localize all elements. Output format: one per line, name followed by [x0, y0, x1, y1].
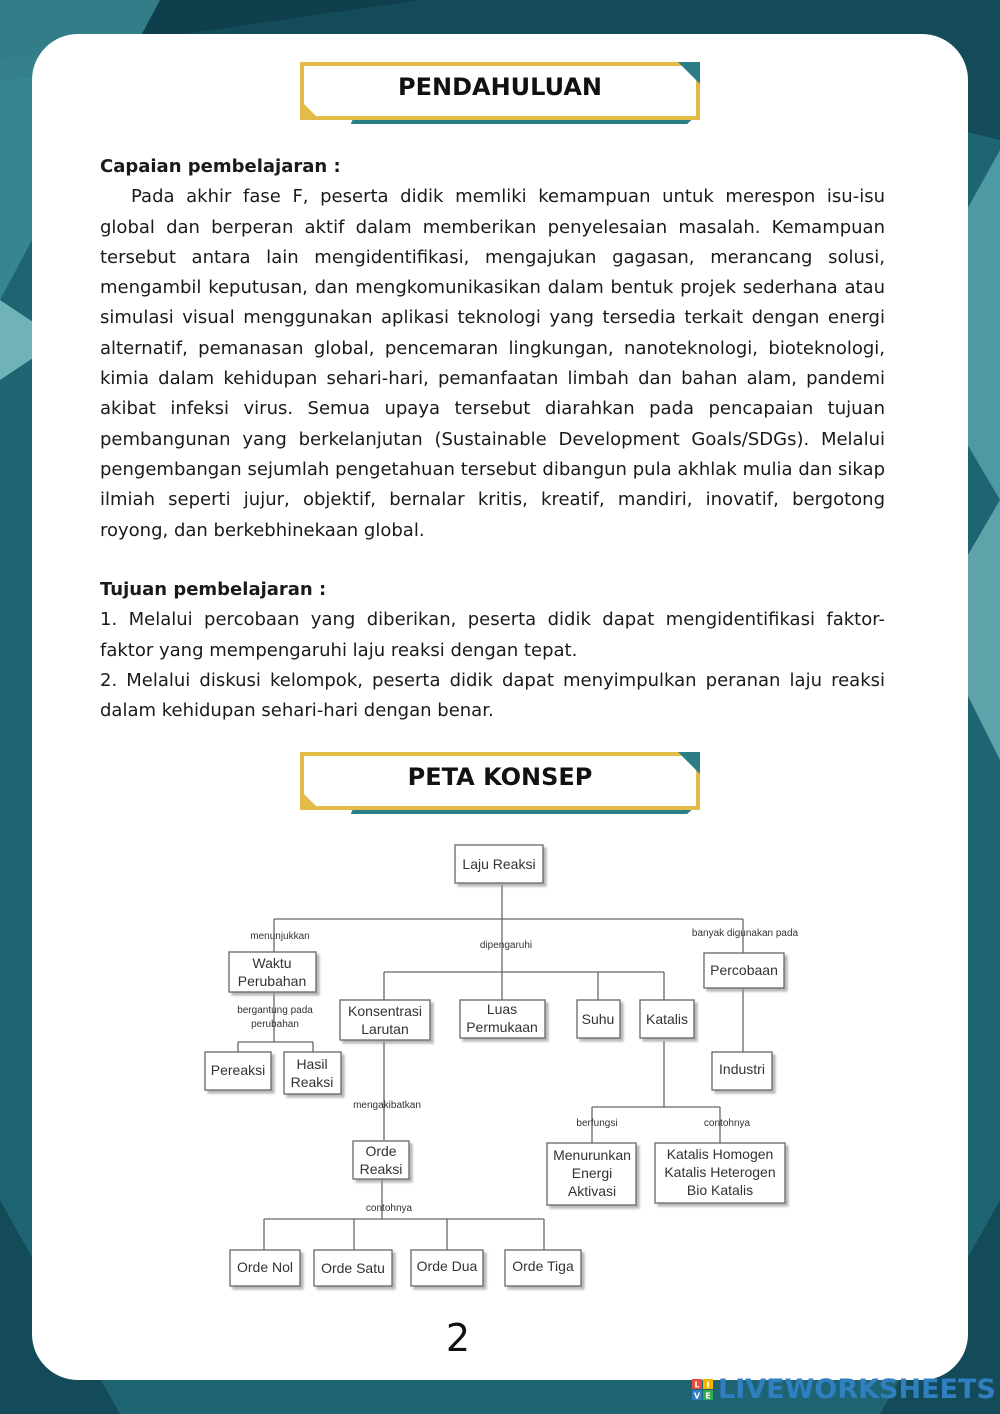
node-menurunkan-energi-aktivasi	[547, 1143, 636, 1205]
svg-text:Menurunkan: Menurunkan	[553, 1147, 631, 1163]
svg-text:Hasil: Hasil	[296, 1056, 328, 1072]
svg-text:L: L	[694, 1380, 700, 1389]
node-konsentrasi-larutan	[340, 1000, 430, 1040]
node-hasil-reaksi	[284, 1052, 341, 1094]
svg-text:Orde Satu: Orde Satu	[321, 1260, 385, 1276]
section-banner-pendahuluan	[300, 62, 700, 124]
svg-text:Reaksi: Reaksi	[359, 1161, 403, 1177]
svg-text:Orde Dua: Orde Dua	[416, 1258, 478, 1274]
svg-text:Orde Tiga: Orde Tiga	[512, 1258, 574, 1274]
svg-text:Percobaan: Percobaan	[710, 962, 778, 978]
svg-text:Katalis Heterogen: Katalis Heterogen	[664, 1164, 776, 1180]
edge-label-menunjukkan: menunjukkan	[250, 931, 310, 942]
edge-label-bergantung-1: bergantung pada	[237, 1005, 313, 1016]
node-laju-reaksi	[455, 845, 543, 883]
svg-text:Industri: Industri	[719, 1061, 765, 1077]
svg-text:Orde: Orde	[365, 1143, 397, 1159]
edge-label-banyak-digunakan: banyak digunakan pada	[691, 928, 799, 939]
svg-text:Bio Katalis: Bio Katalis	[686, 1182, 754, 1198]
svg-text:Katalis Homogen: Katalis Homogen	[666, 1146, 774, 1162]
edge-label-berfungsi: berfungsi	[576, 1118, 618, 1129]
banner-title: PETA KONSEP	[407, 763, 593, 791]
svg-text:Perubahan: Perubahan	[237, 973, 307, 989]
svg-text:Energi: Energi	[571, 1165, 613, 1181]
svg-text:Luas: Luas	[486, 1001, 518, 1017]
section-banner-peta-konsep	[300, 752, 700, 814]
node-suhu	[577, 1000, 620, 1038]
node-industri	[712, 1052, 772, 1090]
liveworksheets-brand-text: LIVEWORKSHEETS	[718, 1374, 996, 1405]
svg-text:Permukaan: Permukaan	[466, 1019, 538, 1035]
capaian-section	[100, 152, 885, 546]
liveworksheets-badge-icon	[692, 1379, 714, 1401]
svg-text:V: V	[693, 1391, 701, 1400]
node-orde-satu	[314, 1250, 392, 1286]
svg-text:Waktu: Waktu	[252, 955, 292, 971]
tujuan-section	[100, 575, 885, 726]
svg-text:Laju Reaksi: Laju Reaksi	[462, 856, 536, 872]
svg-text:Aktivasi: Aktivasi	[567, 1183, 617, 1199]
node-orde-tiga	[505, 1250, 581, 1286]
liveworksheets-logo	[692, 1374, 996, 1405]
tujuan-item-2: 2. Melalui diskusi kelompok, peserta didik dapat menyimpulkan peranan laju reaksi dalam kehidupan sehari-hari dengan benar.	[100, 669, 885, 722]
svg-text:Reaksi: Reaksi	[290, 1074, 334, 1090]
node-orde-dua	[411, 1250, 483, 1286]
svg-text:E: E	[705, 1391, 711, 1400]
page-number: 2	[445, 1316, 471, 1360]
node-percobaan	[704, 953, 784, 988]
node-jenis-katalis	[655, 1143, 785, 1203]
concept-map	[200, 835, 820, 1295]
capaian-paragraph: Pada akhir fase F, peserta didik memliki kemampuan untuk merespon isu-isu global dan berperan aktif dalam memberikan penyelesaian masalah. Kemampuan tersebut antara lain mengidentifikasi, mengajukan gagasan, merancang solusi, mengambil keputusan, dan mengkomunikasikan dalam bentuk projek sederhana atau simulasi visual menggunakan aplikasi teknologi yang tersedia terkait dengan energi alternatif, pemanasan global, pencemaran lingkungan, nanoteknologi, bioteknologi, kimia dalam kehidupan sehari-hari, pemanfaatan limbah dan bahan alam, pandemi akibat infeksi virus. Semua upaya tersebut diarahkan pada pencapaian tujuan pembangunan yang berkelanjutan (Sustainable Development Goals/SDGs). Melalui pengembangan sejumlah pengetahuan tersebut dibangun pula akhlak mulia dan sikap ilmiah seperti jujur, objektif, bernalar kritis, kreatif, mandiri, inovatif, bergotong royong, dan berkebhinekaan global.	[100, 186, 885, 541]
capaian-heading: Capaian pembelajaran :	[100, 156, 341, 177]
node-pereaksi	[205, 1052, 271, 1090]
edge-label-dipengaruhi: dipengaruhi	[479, 940, 533, 951]
edge-label-bergantung-2: perubahan	[251, 1019, 299, 1030]
svg-text:Pereaksi: Pereaksi	[210, 1062, 266, 1078]
tujuan-heading: Tujuan pembelajaran :	[100, 579, 327, 600]
node-waktu-perubahan	[229, 952, 316, 992]
svg-text:Katalis: Katalis	[645, 1011, 689, 1027]
edge-label-contohnya-katalis: contohnya	[703, 1118, 751, 1129]
node-katalis	[640, 1000, 694, 1038]
node-orde-reaksi	[353, 1141, 409, 1179]
svg-text:Larutan: Larutan	[361, 1021, 409, 1037]
svg-text:Orde Nol: Orde Nol	[236, 1259, 294, 1275]
node-luas-permukaan	[460, 1000, 545, 1038]
edge-label-mengakibatkan: mengakibatkan	[353, 1100, 421, 1111]
svg-text:Konsentrasi: Konsentrasi	[348, 1003, 422, 1019]
edge-label-contohnya-orde: contohnya	[365, 1203, 413, 1214]
svg-text:I: I	[706, 1380, 710, 1389]
node-orde-nol	[230, 1250, 300, 1286]
svg-text:Suhu: Suhu	[581, 1011, 615, 1027]
tujuan-item-1: 1. Melalui percobaan yang diberikan, peserta didik dapat mengidentifikasi faktor-faktor yang mempengaruhi laju reaksi dengan tepat.	[100, 609, 885, 661]
banner-title: PENDAHULUAN	[398, 73, 602, 101]
